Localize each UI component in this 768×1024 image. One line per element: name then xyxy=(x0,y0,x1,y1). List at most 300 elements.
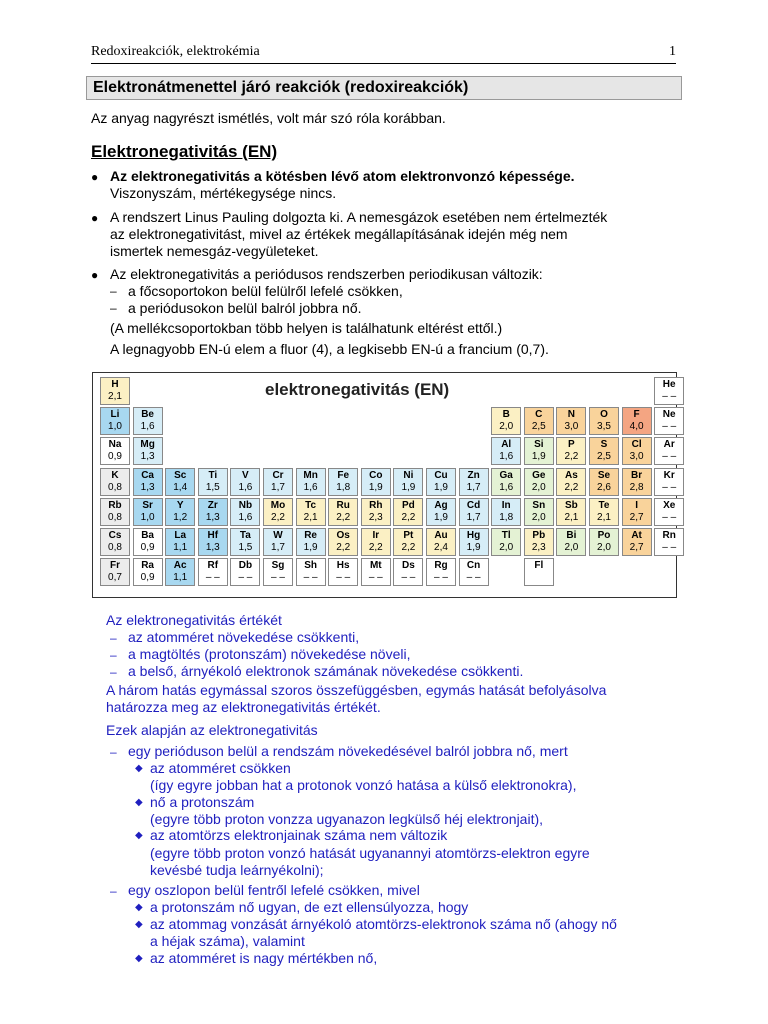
dash-icon: – xyxy=(110,301,117,315)
element-cell-ir xyxy=(361,528,391,556)
element-symbol: Rn xyxy=(662,530,676,541)
element-en-value: 1,0 xyxy=(140,511,155,523)
element-symbol: Y xyxy=(176,499,184,511)
element-cell-rf xyxy=(198,558,228,586)
element-cell-bi xyxy=(556,528,586,556)
element-en-value: 1,1 xyxy=(173,542,188,553)
dash-icon: – xyxy=(110,631,117,645)
element-symbol: Br xyxy=(631,469,643,481)
dash-icon: – xyxy=(110,648,117,662)
element-en-value: 2,2 xyxy=(368,542,383,553)
bullet-1: ● xyxy=(91,170,99,184)
element-en-value: 3,0 xyxy=(564,421,579,433)
element-symbol: Ds xyxy=(401,560,415,572)
element-symbol: Ra xyxy=(141,560,154,572)
element-symbol: Cn xyxy=(466,560,481,572)
element-symbol: Xe xyxy=(663,499,676,511)
element-cell-p xyxy=(556,437,586,465)
element-cell-pb xyxy=(524,528,554,556)
dash-icon: – xyxy=(110,284,117,298)
element-en-value: – – xyxy=(662,542,677,553)
element-en-value: 1,7 xyxy=(466,511,481,523)
element-cell-cn xyxy=(459,558,489,586)
element-cell-cd xyxy=(459,498,489,526)
element-symbol: O xyxy=(600,409,608,421)
element-en-value: – – xyxy=(205,572,220,584)
element-cell-cr xyxy=(263,468,293,496)
element-en-value: 1,8 xyxy=(499,511,514,523)
element-symbol: P xyxy=(568,439,575,451)
blue-e1-c2: (egyre több proton vonzó hatását ugyanannyi atomtörzs-elektron egyre xyxy=(150,845,590,861)
element-en-value: 1,2 xyxy=(173,511,188,523)
element-symbol: Ar xyxy=(663,439,675,451)
element-symbol: Zr xyxy=(207,499,218,511)
element-symbol: Li xyxy=(110,409,120,421)
bullet-2: ● xyxy=(91,211,99,225)
element-en-value: 1,3 xyxy=(205,542,220,553)
element-cell-sc xyxy=(165,468,195,496)
page-header xyxy=(91,43,676,64)
dash-icon: – xyxy=(110,745,117,759)
element-en-value: – – xyxy=(434,572,448,584)
element-symbol: Nb xyxy=(238,499,253,511)
element-en-value: 2,0 xyxy=(499,421,514,433)
element-cell-hg xyxy=(459,528,489,556)
bullet-1-bold: Az elektronegativitás a kötésben lévő atom elektronvonzó képessége. xyxy=(110,168,575,184)
element-en-value: 1,3 xyxy=(140,481,155,493)
element-en-value: 2,2 xyxy=(564,451,579,463)
element-cell-ba xyxy=(133,528,163,556)
element-cell-pd xyxy=(393,498,423,526)
element-symbol: Hs xyxy=(336,560,350,572)
header-title: Redoxireakciók, elektrokémia xyxy=(91,44,260,59)
element-cell-db xyxy=(230,558,260,586)
element-cell-fr xyxy=(100,558,130,586)
element-symbol: Bi xyxy=(566,530,577,541)
element-symbol: Sb xyxy=(565,499,578,511)
element-symbol: Ac xyxy=(173,560,187,572)
element-en-value: 2,5 xyxy=(597,451,611,463)
element-symbol: Pb xyxy=(532,530,546,541)
element-en-value: – – xyxy=(662,451,677,463)
element-cell-sh xyxy=(296,558,326,586)
element-en-value: 1,9 xyxy=(434,511,448,523)
element-cell-i xyxy=(622,498,652,526)
bullet-3: ● xyxy=(91,268,99,282)
element-symbol: As xyxy=(564,469,578,481)
element-en-value: 1,8 xyxy=(336,481,351,493)
dash-icon: – xyxy=(110,665,117,679)
element-symbol: Ta xyxy=(239,530,251,541)
blue-para-1: Az elektronegativitás értékét xyxy=(106,612,282,628)
element-en-value: – – xyxy=(662,481,677,493)
element-symbol: Cu xyxy=(434,469,448,481)
intro-text: Az anyag nagyrészt ismétlés, volt már szó róla korábban. xyxy=(91,110,446,126)
blue-e2-b2: a héjak száma), valamint xyxy=(150,933,305,949)
blue-e2-a: a protonszám nő ugyan, de ezt ellensúlyozza, hogy xyxy=(150,899,469,915)
element-cell-cu xyxy=(426,468,456,496)
element-symbol: Db xyxy=(238,560,253,572)
element-cell-po xyxy=(589,528,619,556)
element-symbol: Cl xyxy=(631,439,642,451)
element-en-value: 2,0 xyxy=(531,511,546,523)
element-symbol: Pd xyxy=(402,499,415,511)
element-cell-h xyxy=(100,377,130,405)
element-symbol: Os xyxy=(336,530,350,541)
element-en-value: 1,6 xyxy=(238,481,253,493)
element-cell-sr xyxy=(133,498,163,526)
element-symbol: K xyxy=(111,469,119,481)
element-symbol: Se xyxy=(597,469,611,481)
element-cell-hf xyxy=(198,528,228,556)
element-cell-sn xyxy=(524,498,554,526)
element-en-value: 0,8 xyxy=(108,542,122,553)
element-symbol: Ca xyxy=(141,469,154,481)
element-en-value: 1,1 xyxy=(173,572,188,584)
element-symbol: Kr xyxy=(663,469,675,481)
element-symbol: Rg xyxy=(434,560,448,572)
blue-e1-c3: kevésbé tudja leárnyékolni); xyxy=(150,862,324,878)
diamond-bullet-icon: ◆ xyxy=(135,953,143,964)
element-cell-ga xyxy=(491,468,521,496)
element-en-value: 0,9 xyxy=(140,572,155,584)
element-en-value: 2,2 xyxy=(336,511,351,523)
element-symbol: Fr xyxy=(110,560,120,572)
element-en-value: 2,6 xyxy=(597,481,611,493)
element-en-value: – – xyxy=(238,572,253,584)
diamond-bullet-icon: ◆ xyxy=(135,919,143,930)
element-en-value: 0,8 xyxy=(108,511,122,523)
element-cell-fe xyxy=(328,468,358,496)
diamond-bullet-icon: ◆ xyxy=(135,830,143,841)
element-en-value: 1,7 xyxy=(466,481,481,493)
element-symbol: Re xyxy=(304,530,317,541)
section-heading: Elektronegativitás (EN) xyxy=(91,142,278,161)
element-symbol: Ne xyxy=(662,409,676,421)
element-cell-rh xyxy=(361,498,391,526)
element-cell-be xyxy=(133,407,163,435)
element-cell-y xyxy=(165,498,195,526)
element-cell-la xyxy=(165,528,195,556)
diamond-bullet-icon: ◆ xyxy=(135,763,143,774)
element-cell-fl xyxy=(524,558,554,586)
blue-dash-3: a belső, árnyékoló elektronok számának növekedése csökkenti. xyxy=(128,663,524,679)
blue-para-2-line-1: A három hatás egymással szoros összefüggésben, egymás hatását befolyásolva xyxy=(106,682,607,698)
element-cell-tl xyxy=(491,528,521,556)
blue-e1-c: az atomtörzs elektronjainak száma nem változik xyxy=(150,827,448,843)
element-en-value: 2,7 xyxy=(629,542,644,553)
element-symbol: Sn xyxy=(532,499,546,511)
element-symbol: Mt xyxy=(369,560,382,572)
element-en-value: 1,3 xyxy=(205,511,220,523)
element-en-value: 2,2 xyxy=(271,511,285,523)
bullet-3-note-1: (A mellékcsoportokban több helyen is találhatunk eltérést ettől.) xyxy=(110,320,503,336)
element-en-value: – – xyxy=(368,572,383,584)
element-symbol: Sh xyxy=(304,560,317,572)
element-symbol: W xyxy=(273,530,283,541)
element-cell-mo xyxy=(263,498,293,526)
element-en-value: 1,6 xyxy=(499,451,514,463)
element-cell-se xyxy=(589,468,619,496)
element-symbol: Sr xyxy=(142,499,153,511)
element-cell-ti xyxy=(198,468,228,496)
element-cell-hs xyxy=(328,558,358,586)
element-en-value: 1,6 xyxy=(303,481,318,493)
element-cell-o xyxy=(589,407,619,435)
element-en-value: – – xyxy=(336,572,351,584)
element-en-value: – – xyxy=(401,572,416,584)
element-en-value: 2,2 xyxy=(564,481,579,493)
element-en-value: 2,0 xyxy=(597,542,611,553)
element-symbol: Na xyxy=(108,439,122,451)
element-en-value: 1,5 xyxy=(205,481,220,493)
element-symbol: Hg xyxy=(466,530,481,541)
element-symbol: Ir xyxy=(372,530,380,541)
element-symbol: Hf xyxy=(207,530,219,541)
element-symbol: Ru xyxy=(336,499,350,511)
element-en-value: 1,9 xyxy=(303,542,318,553)
element-symbol: Ti xyxy=(208,469,218,481)
element-cell-ge xyxy=(524,468,554,496)
element-en-value: 2,1 xyxy=(597,511,611,523)
blue-e1-b2: (egyre több proton vonzza ugyanazon legkülső héj elektronjait), xyxy=(150,811,544,827)
element-en-value: 1,4 xyxy=(173,481,188,493)
element-symbol: Co xyxy=(369,469,383,481)
document-title: Elektronátmenettel járó reakciók (redoxireakciók) xyxy=(86,76,682,100)
bullet-3-line-1: Az elektronegativitás a periódusos rendszerben periodikusan változik: xyxy=(110,266,543,282)
element-cell-tc xyxy=(296,498,326,526)
element-cell-s xyxy=(589,437,619,465)
element-symbol: La xyxy=(174,530,187,541)
element-en-value: 2,7 xyxy=(629,511,644,523)
element-cell-k xyxy=(100,468,130,496)
element-cell-ds xyxy=(393,558,423,586)
element-en-value: 2,1 xyxy=(303,511,318,523)
bullet-3-dash-2: a periódusokon belül balról jobbra nő. xyxy=(128,300,362,316)
element-cell-co xyxy=(361,468,391,496)
element-cell-li xyxy=(100,407,130,435)
element-cell-kr xyxy=(654,468,684,496)
element-symbol: I xyxy=(635,499,638,511)
element-cell-b xyxy=(491,407,521,435)
element-symbol: Pt xyxy=(403,530,414,541)
element-en-value: 3,0 xyxy=(629,451,644,463)
element-symbol: B xyxy=(502,409,510,421)
bullet-3-note-2: A legnagyobb EN-ú elem a fluor (4), a legkisebb EN-ú a francium (0,7). xyxy=(110,341,549,357)
element-en-value: 1,9 xyxy=(368,481,383,493)
blue-e2-c: az atomméret is nagy mértékben nő, xyxy=(150,950,378,966)
element-cell-ru xyxy=(328,498,358,526)
element-en-value: 2,1 xyxy=(564,511,579,523)
element-cell-sg xyxy=(263,558,293,586)
element-cell-nb xyxy=(230,498,260,526)
element-cell-xe xyxy=(654,498,684,526)
element-en-value: – – xyxy=(662,421,677,433)
element-cell-at xyxy=(622,528,652,556)
element-en-value: 2,5 xyxy=(531,421,546,433)
element-symbol: Ga xyxy=(499,469,513,481)
element-cell-ta xyxy=(230,528,260,556)
element-cell-si xyxy=(524,437,554,465)
periodic-table-title: elektronegativitás (EN) xyxy=(265,380,450,399)
element-en-value: 2,3 xyxy=(368,511,383,523)
element-symbol: Tc xyxy=(305,499,317,511)
element-cell-na xyxy=(100,437,130,465)
blue-dash-2: a magtöltés (protonszám) növekedése növeli, xyxy=(128,646,411,662)
element-en-value: – – xyxy=(271,572,285,584)
bullet-2-line-2: az elektronegativitást, mivel az értékek megállapításának idején még nem xyxy=(110,226,568,242)
element-en-value: 1,0 xyxy=(108,421,122,433)
element-cell-cl xyxy=(622,437,652,465)
element-symbol: Sg xyxy=(271,560,285,572)
element-en-value: 1,5 xyxy=(238,542,253,553)
element-en-value: 3,5 xyxy=(597,421,611,433)
element-symbol: Fl xyxy=(534,560,544,572)
blue-e2-b: az atommag vonzását árnyékoló atomtörzs-elektronok száma nő (ahogy nő xyxy=(150,916,617,932)
element-en-value: 2,8 xyxy=(629,481,644,493)
element-cell-rg xyxy=(426,558,456,586)
element-cell-ra xyxy=(133,558,163,586)
element-cell-cs xyxy=(100,528,130,556)
element-en-value: – – xyxy=(303,572,318,584)
element-symbol: He xyxy=(662,379,676,390)
element-en-value: 2,2 xyxy=(336,542,351,553)
element-cell-zn xyxy=(459,468,489,496)
element-en-value: 1,6 xyxy=(238,511,253,523)
element-symbol: Al xyxy=(501,439,512,451)
element-cell-os xyxy=(328,528,358,556)
element-cell-re xyxy=(296,528,326,556)
element-en-value: – – xyxy=(662,391,677,402)
blue-para-2-line-2: határozza meg az elektronegativitás értékét. xyxy=(106,699,381,715)
element-cell-pt xyxy=(393,528,423,556)
element-en-value: 1,3 xyxy=(140,451,155,463)
element-symbol: Sc xyxy=(174,469,187,481)
element-symbol: S xyxy=(600,439,608,451)
bullet-2-line-1: A rendszert Linus Pauling dolgozta ki. A nemesgázok esetében nem értelmezték xyxy=(110,209,608,225)
element-en-value: 2,0 xyxy=(531,481,546,493)
element-en-value: 1,9 xyxy=(531,451,546,463)
element-symbol: Ba xyxy=(141,530,154,541)
element-en-value: 1,6 xyxy=(140,421,155,433)
element-en-value: 1,9 xyxy=(401,481,416,493)
element-symbol: Ni xyxy=(403,469,414,481)
element-cell-zr xyxy=(198,498,228,526)
element-cell-al xyxy=(491,437,521,465)
element-symbol: Zn xyxy=(467,469,480,481)
element-symbol: Rh xyxy=(369,499,383,511)
element-en-value: 1,9 xyxy=(434,481,448,493)
dash-icon: – xyxy=(110,884,117,898)
element-cell-ag xyxy=(426,498,456,526)
element-en-value: 2,3 xyxy=(531,542,546,553)
diamond-bullet-icon: ◆ xyxy=(135,797,143,808)
element-symbol: Mo xyxy=(270,499,286,511)
blue-e1-a: az atomméret csökken xyxy=(150,760,291,776)
element-cell-f xyxy=(622,407,652,435)
element-symbol: Mg xyxy=(140,439,155,451)
element-cell-in xyxy=(491,498,521,526)
element-en-value: 2,0 xyxy=(499,542,514,553)
blue-e2: egy oszlopon belül fentről lefelé csökken, mivel xyxy=(128,882,420,898)
element-cell-sb xyxy=(556,498,586,526)
element-cell-as xyxy=(556,468,586,496)
element-cell-ca xyxy=(133,468,163,496)
element-cell-mn xyxy=(296,468,326,496)
element-cell-w xyxy=(263,528,293,556)
element-symbol: Cd xyxy=(466,499,481,511)
element-en-value: 2,0 xyxy=(564,542,579,553)
element-cell-rb xyxy=(100,498,130,526)
element-cell-ac xyxy=(165,558,195,586)
element-symbol: C xyxy=(535,409,543,421)
element-symbol: Mn xyxy=(303,469,318,481)
element-cell-he xyxy=(654,377,684,405)
element-symbol: Au xyxy=(434,530,448,541)
element-en-value: 0,9 xyxy=(108,451,122,463)
blue-para-3: Ezek alapján az elektronegativitás xyxy=(106,722,318,738)
element-symbol: Fe xyxy=(337,469,350,481)
element-en-value: 1,7 xyxy=(271,481,285,493)
element-en-value: 2,4 xyxy=(434,542,448,553)
element-symbol: Cr xyxy=(272,469,284,481)
element-symbol: Ag xyxy=(434,499,448,511)
element-symbol: Si xyxy=(534,439,544,451)
element-symbol: Te xyxy=(598,499,610,511)
element-symbol: Cs xyxy=(108,530,122,541)
element-symbol: At xyxy=(631,530,642,541)
bullet-2-line-3: ismertek nemesgáz-vegyületeket. xyxy=(110,243,319,259)
element-symbol: Ge xyxy=(532,469,546,481)
element-cell-ni xyxy=(393,468,423,496)
element-symbol: Rf xyxy=(207,560,219,572)
blue-dash-1: az atomméret növekedése csökkenti, xyxy=(128,629,360,645)
element-symbol: N xyxy=(567,409,575,421)
element-en-value: 0,9 xyxy=(140,542,155,553)
blue-e1: egy perióduson belül a rendszám növekedésével balról jobbra nő, mert xyxy=(128,743,568,759)
element-en-value: – – xyxy=(466,572,481,584)
element-en-value: 1,6 xyxy=(499,481,514,493)
element-symbol: F xyxy=(633,409,640,421)
element-cell-ar xyxy=(654,437,684,465)
element-cell-c xyxy=(524,407,554,435)
element-en-value: 0,8 xyxy=(108,481,122,493)
element-symbol: V xyxy=(242,469,249,481)
element-symbol: H xyxy=(111,379,119,390)
element-symbol: In xyxy=(501,499,511,511)
element-en-value: – – xyxy=(662,511,677,523)
element-en-value: 2,2 xyxy=(401,511,416,523)
element-cell-v xyxy=(230,468,260,496)
element-cell-mt xyxy=(361,558,391,586)
element-cell-br xyxy=(622,468,652,496)
element-en-value: 2,1 xyxy=(108,391,122,402)
element-symbol: Be xyxy=(141,409,154,421)
element-en-value: 1,9 xyxy=(466,542,481,553)
bullet-3-dash-1: a főcsoportokon belül felülről lefelé csökken, xyxy=(128,283,403,299)
element-symbol: Po xyxy=(597,530,611,541)
bullet-1-rest: Viszonyszám, mértékegysége nincs. xyxy=(110,185,337,201)
element-cell-ne xyxy=(654,407,684,435)
element-en-value: 1,7 xyxy=(271,542,285,553)
element-symbol: Tl xyxy=(501,530,511,541)
page-number: 1 xyxy=(669,44,676,59)
element-cell-rn xyxy=(654,528,684,556)
element-cell-mg xyxy=(133,437,163,465)
element-cell-au xyxy=(426,528,456,556)
element-en-value: 4,0 xyxy=(629,421,644,433)
element-cell-n xyxy=(556,407,586,435)
